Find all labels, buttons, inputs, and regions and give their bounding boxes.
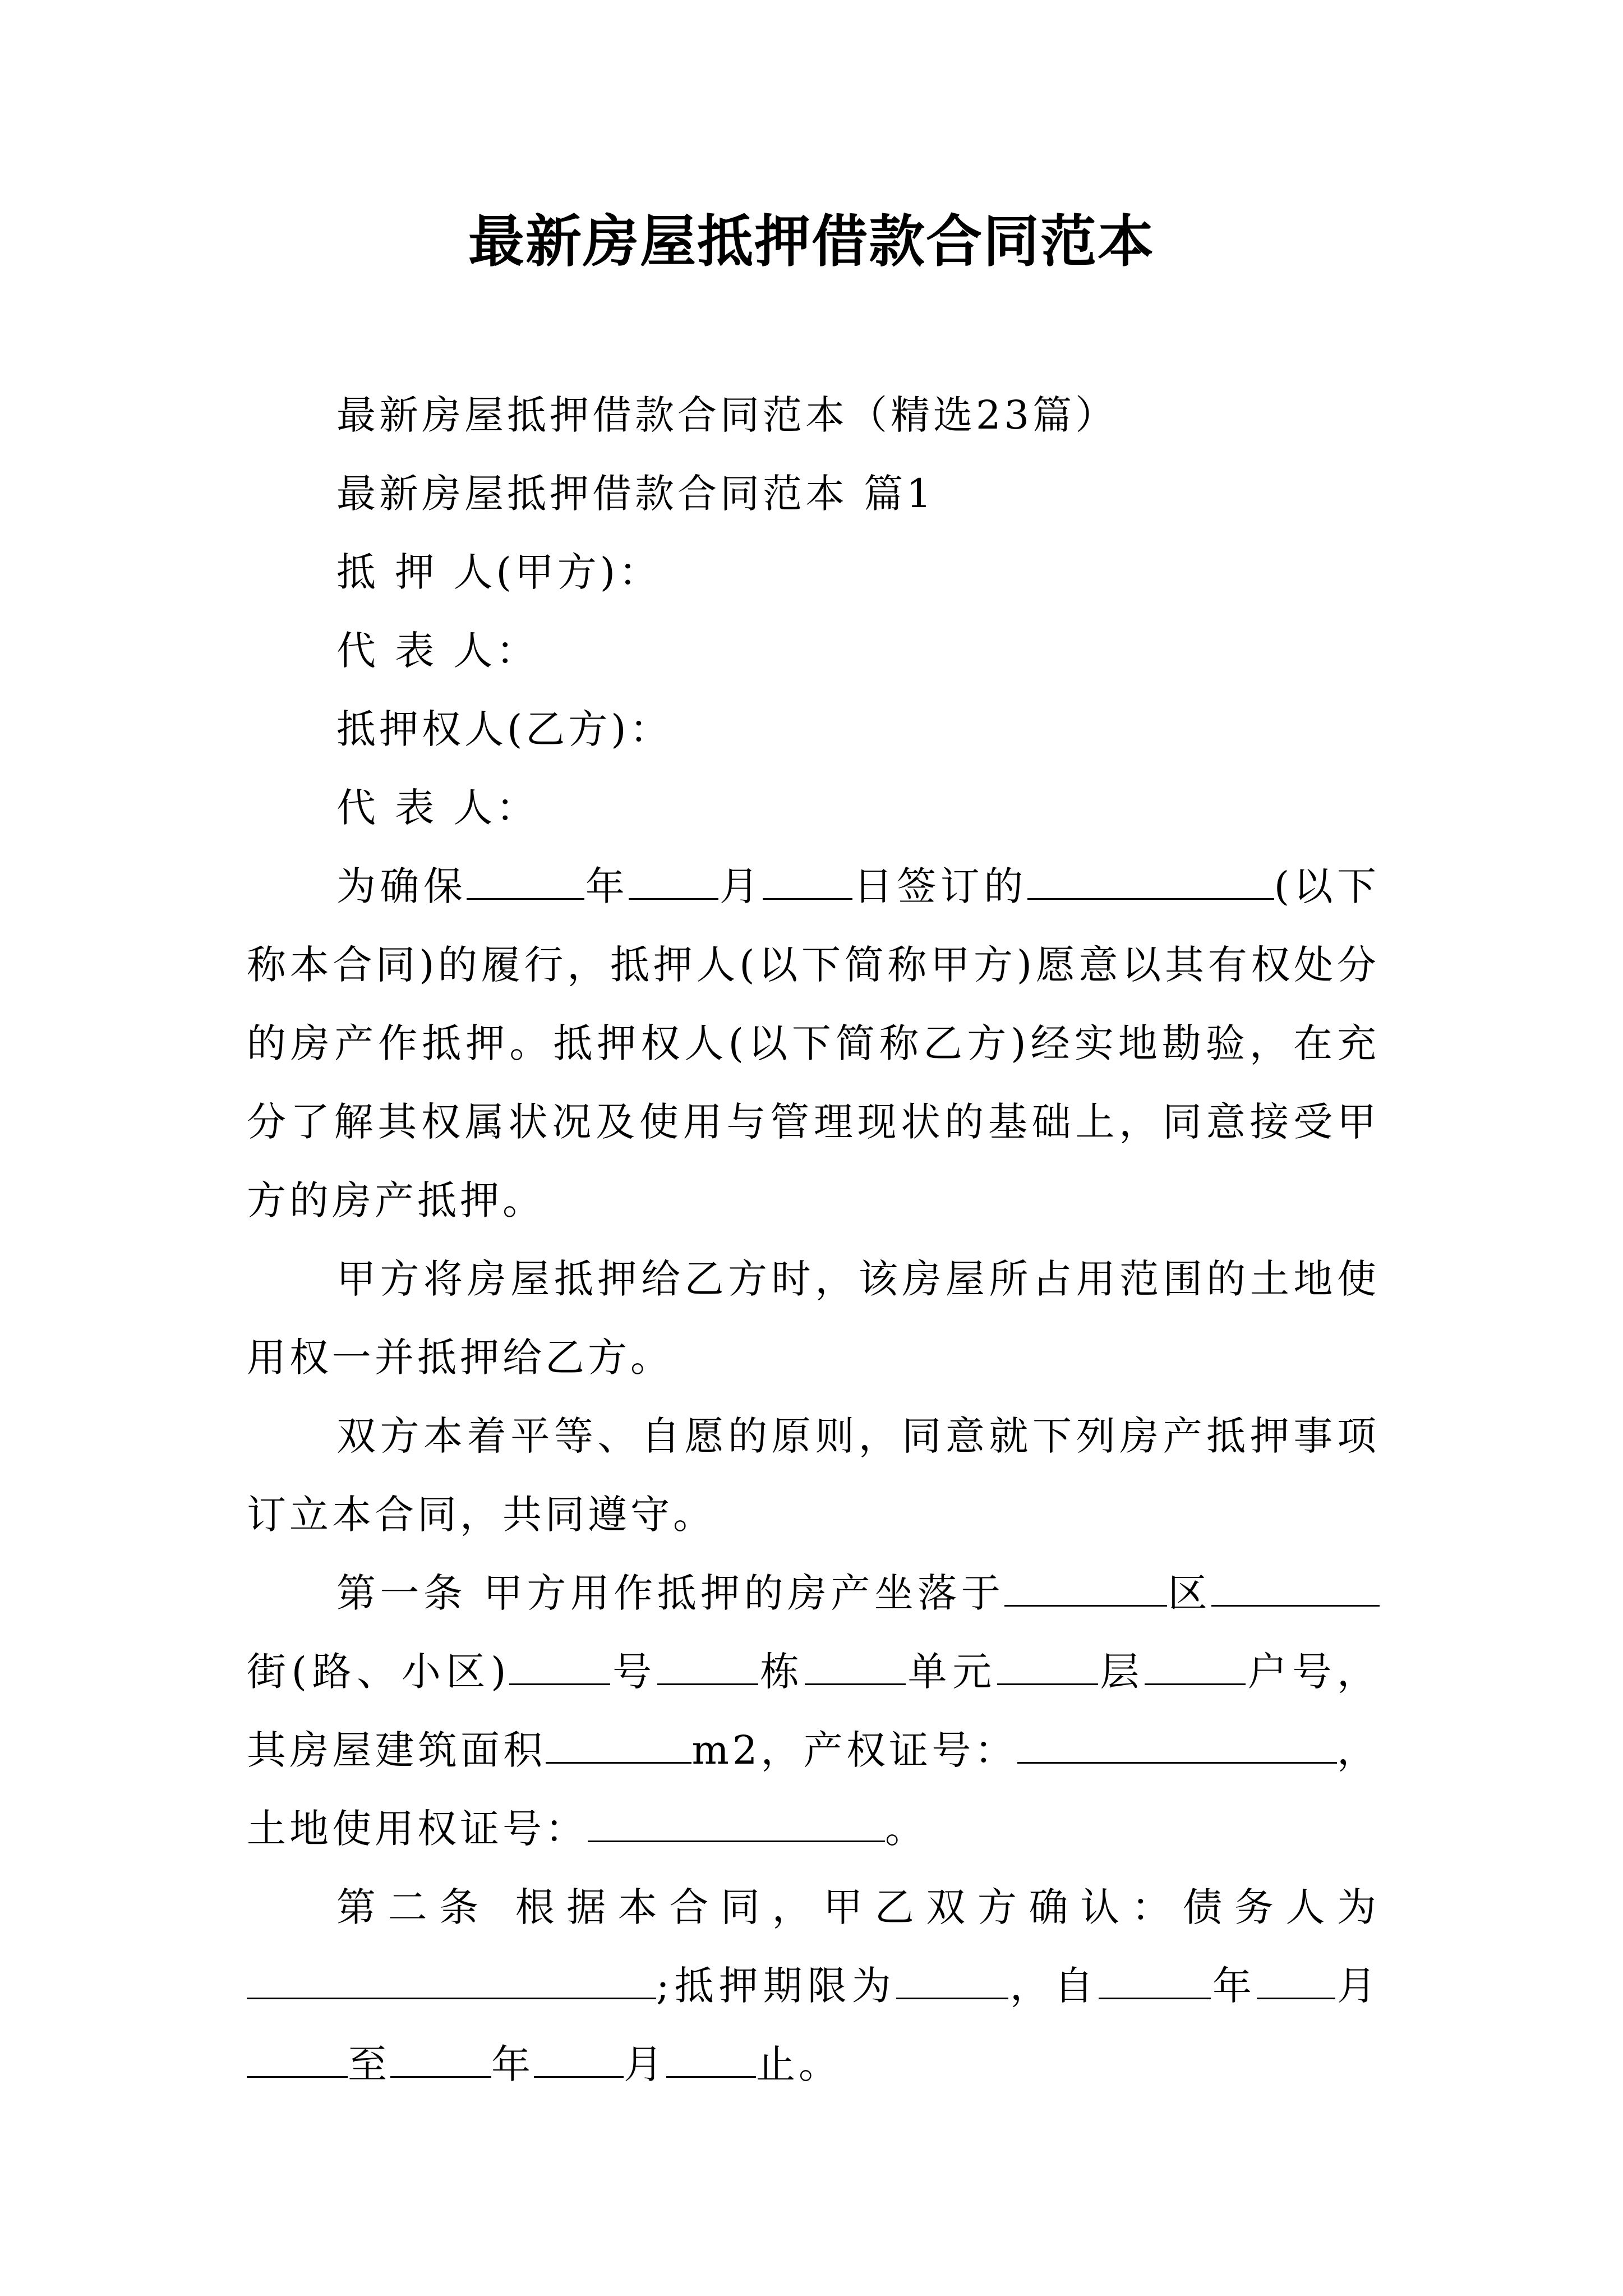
blank-field xyxy=(1004,1568,1167,1607)
blank-field xyxy=(629,861,718,900)
document-title: 最新房屋抵押借款合同范本 xyxy=(468,208,1155,274)
blank-field xyxy=(1257,1961,1335,1999)
representative-line-1: 代 表 人： xyxy=(336,628,539,674)
text-fragment: ，土地使用权证号： xyxy=(247,1727,1380,1852)
text-fragment: 月 xyxy=(1335,1963,1380,2009)
article-one xyxy=(247,1554,1380,1868)
text-fragment: 年 xyxy=(491,2041,534,2087)
text-fragment: 户号，其房屋建筑面积 xyxy=(247,1649,1380,1773)
text-fragment: 号 xyxy=(610,1649,657,1695)
blank-field xyxy=(534,2039,624,2078)
document-body xyxy=(247,376,1380,2104)
blank-field xyxy=(1017,1725,1337,1764)
blank-field xyxy=(666,2039,756,2078)
paragraph-purpose xyxy=(247,847,1380,1240)
article-two xyxy=(247,1868,1380,2104)
text-fragment: 区 xyxy=(1167,1570,1212,1616)
blank-field xyxy=(390,2039,491,2078)
blank-field xyxy=(1145,1646,1246,1685)
subtitle-line: 最新房屋抵押借款合同范本（精选23篇） xyxy=(336,392,1118,438)
text-fragment: 日签订的 xyxy=(852,863,1027,909)
blank-field xyxy=(588,1803,885,1842)
paragraph-land-use: 甲方将房屋抵押给乙方时，该房屋所占用范围的土地使用权一并抵押给乙方。 xyxy=(247,1256,1380,1381)
text-fragment: 年 xyxy=(584,863,629,909)
blank-field xyxy=(509,1646,610,1685)
text-fragment: ，自 xyxy=(1008,1963,1099,2009)
text-fragment: 月 xyxy=(624,2041,666,2087)
text-fragment: 。 xyxy=(885,1806,928,1852)
blank-field xyxy=(247,1961,656,1999)
text-fragment: 至 xyxy=(348,2041,390,2087)
chapter-heading: 最新房屋抵押借款合同范本 篇1 xyxy=(336,471,935,517)
blank-field xyxy=(546,1725,691,1764)
blank-field xyxy=(997,1646,1098,1685)
text-fragment: 栋 xyxy=(758,1649,805,1695)
text-fragment: 年 xyxy=(1210,1963,1257,2009)
text-fragment: 第二条 根据本合同，甲乙双方确认：债务人为 xyxy=(336,1884,1380,1930)
blank-field xyxy=(763,861,852,900)
blank-field xyxy=(1211,1568,1380,1607)
text-fragment: 为确保 xyxy=(336,863,467,909)
mortgagor-line: 抵 押 人(甲方)： xyxy=(336,549,662,595)
text-fragment: m2，产权证号： xyxy=(691,1727,1017,1773)
mortgagee-line: 抵押权人(乙方)： xyxy=(336,706,672,752)
blank-field xyxy=(805,1646,906,1685)
blank-field xyxy=(1099,1961,1211,1999)
blank-field xyxy=(247,2039,348,2078)
text-fragment: ;抵押期限为 xyxy=(656,1963,896,2009)
text-fragment: 月 xyxy=(718,863,763,909)
blank-field xyxy=(896,1961,1008,1999)
text-fragment: (以下称本合同)的履行，抵押人(以下简称甲方)愿意以其有权处分的房产作抵押。抵押权人(以下简称乙方)经实地勘验，在充分了解其权属状况及使用与管理现状的基础上，同意接受甲方的房产抵押。 xyxy=(247,863,1380,1223)
text-fragment: 单元 xyxy=(905,1649,997,1695)
paragraph-principle: 双方本着平等、自愿的原则，同意就下列房产抵押事项订立本合同，共同遵守。 xyxy=(247,1413,1380,1538)
blank-field xyxy=(657,1646,758,1685)
representative-line-2: 代 表 人： xyxy=(336,785,539,831)
text-fragment: 止。 xyxy=(756,2041,841,2087)
text-fragment: 街(路、小区) xyxy=(247,1649,510,1695)
blank-field xyxy=(467,861,584,900)
text-fragment: 层 xyxy=(1098,1649,1145,1695)
text-fragment: 第一条 甲方用作抵押的房产坐落于 xyxy=(336,1570,1005,1616)
blank-field xyxy=(1027,861,1274,900)
